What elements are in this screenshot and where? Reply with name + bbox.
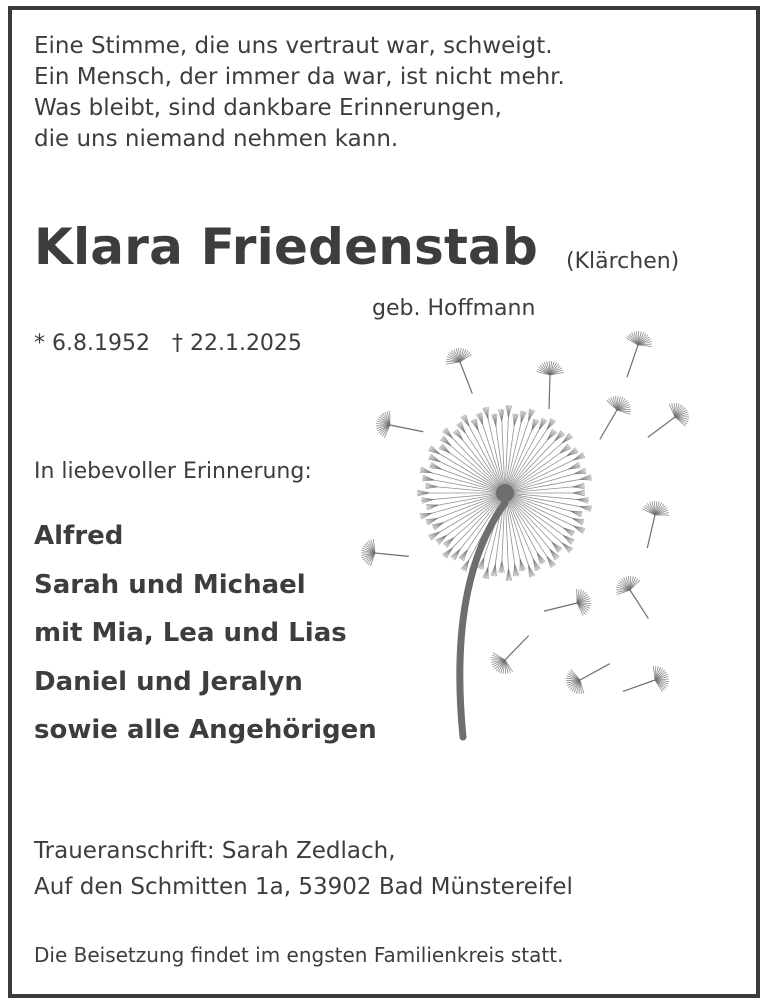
address-line: Auf den Schmitten 1a, 53902 Bad Münstereifel [34,874,573,900]
mourner-line: Alfred [34,521,124,551]
flying-seed [648,403,689,437]
flying-seed [626,331,652,377]
poem-line: Ein Mensch, der immer da war, ist nicht mehr. [34,64,565,90]
poem-line: Eine Stimme, die uns vertraut war, schweigt. [34,33,553,59]
flying-seed [491,636,529,674]
memorial-poem [34,31,565,155]
death-date: † 22.1.2025 [171,331,302,356]
poem-line: die uns niemand nehmen kann. [34,126,399,152]
mourner-line: Daniel und Jeralyn [34,666,303,697]
flying-seed [566,664,610,694]
flying-seed [642,501,669,548]
life-dates [34,331,302,356]
dandelion-center [496,484,514,502]
flying-seed [446,348,472,394]
flying-seed [536,361,563,409]
birth-name: geb. Hoffmann [372,296,536,321]
deceased-nickname: (Klärchen) [566,249,680,274]
dandelion-illustration [355,325,715,745]
poem-line: Was bleibt, sind dankbare Erinnerungen, [34,95,502,121]
dandelion-stem [460,503,505,737]
flying-seed [623,666,669,692]
flying-seed [600,396,631,439]
dandelion-flower [417,405,592,737]
flying-seed [376,411,423,438]
flying-seed [544,589,591,616]
mourners-list [34,512,377,755]
address-line: Traueranschrift: Sarah Zedlach, [34,838,396,864]
deceased-name: Klara Friedenstab [34,218,538,276]
mourner-line: sowie alle Angehörigen [34,715,377,745]
mourner-line: Sarah und Michael [34,569,306,600]
flying-seed [616,576,648,619]
birth-date: * 6.8.1952 [34,331,150,356]
mourner-line: mit Mia, Lea und Lias [34,618,347,648]
burial-notice: Die Beisetzung findet im engsten Familienkreis statt. [34,943,564,967]
flying-seed [361,539,409,566]
memory-label: In liebevoller Erinnerung: [34,459,312,484]
flying-seeds [361,331,689,694]
mourning-address [34,833,573,905]
